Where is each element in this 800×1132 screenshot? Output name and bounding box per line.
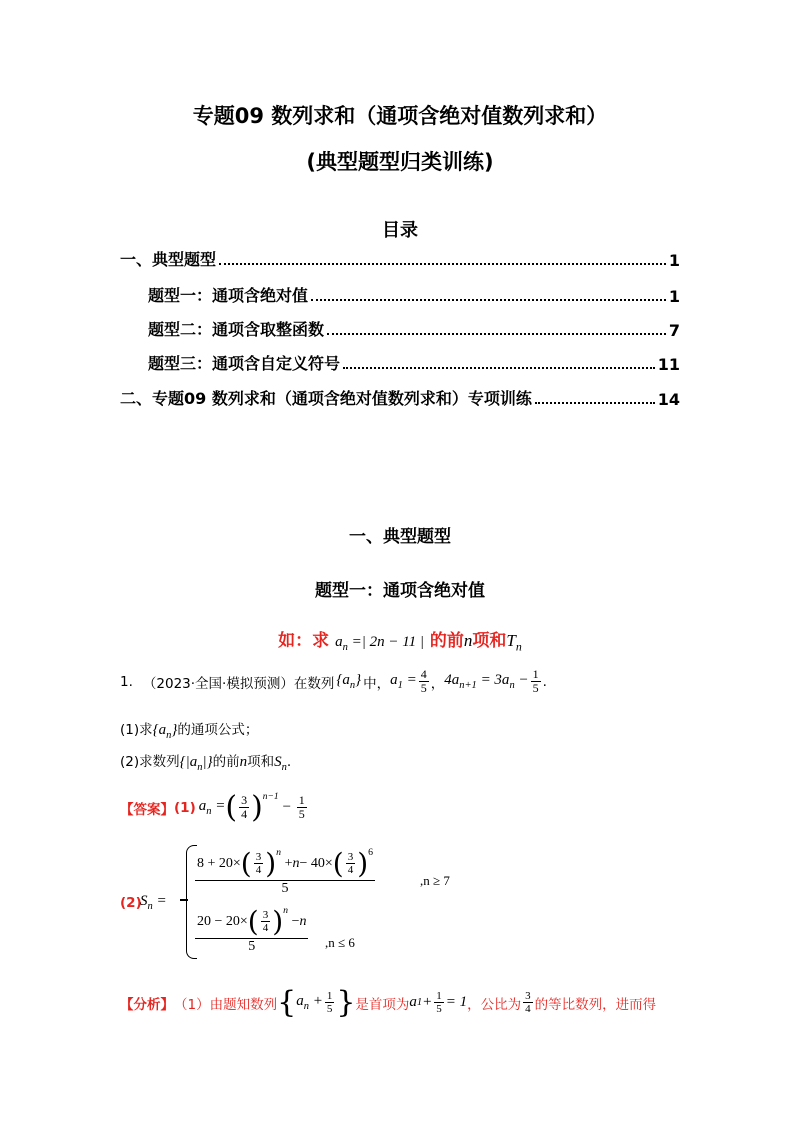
question-2: (2)求数列$\{|a_n|\}$的前n项和$S_n$. [120, 754, 292, 773]
toc-item-label: 一、典型题型 [120, 250, 217, 269]
analysis-line: 【分析】 （1）由题知数列 { $a_n$ + $\frac{1}{5}$ } 是首项为 a 1 + $\frac{1}{5}$ = 1 ，公比为 $\frac{3}{4}$ 的等比数列，进而得 [120, 985, 657, 1020]
example-formula: $a_n$ =| 2n − 11 | [335, 634, 424, 653]
answer-part1: 【答案】 (1) $a_n$ = ( $\frac{3}{4}$ ) $^{n-1}$ − $\frac{1}{5}$ [120, 790, 305, 825]
question-1: (1)求$\{a_n\}$的通项公式； [120, 722, 259, 741]
doc-title-line2: (典型题型归类训练) [306, 150, 494, 174]
q2-mid: 的前 [212, 754, 240, 770]
toc-item-label: 题型三：通项含自定义符号 [148, 354, 341, 373]
q2-mid2: 项和 [247, 754, 275, 770]
analysis-tag: 【分析】 [120, 996, 174, 1013]
example-prefix: 如：求 [278, 631, 330, 651]
toc-heading: 目录 [382, 220, 418, 241]
toc-item-3[interactable] [148, 318, 680, 340]
analysis-text4: 的等比数列，进而得 [534, 996, 657, 1013]
answer-cond2: ,n ≤ 6 [325, 935, 355, 950]
section-heading: 一、典型题型 [349, 527, 451, 547]
answer-part2-label: (2) [120, 895, 142, 911]
toc-item-page: 1 [668, 251, 680, 270]
problem-number: 1. [120, 673, 133, 690]
toc-item-4[interactable] [148, 352, 680, 374]
toc-item-1[interactable] [120, 248, 680, 270]
toc-item-page: 7 [668, 321, 680, 340]
answer-part2: (2) $S_n$ = 8 + 20× ( $\frac{3}{4}$ ) $^n$ + n − 40× ( $\frac{3}{4}$ ) $^6$ 5 ,n ≥ 7 20 − 20× ( $\frac{3}{4}$ ) $^n$ − n 5 ,n ≤ 6 [120, 845, 520, 960]
toc-item-label: 题型一：通项含绝对值 [148, 286, 309, 305]
toc-item-page: 1 [668, 287, 680, 306]
answer-tag: 【答案】 [120, 801, 174, 818]
problem-mid: 中， [363, 675, 391, 692]
toc-item-2[interactable] [148, 284, 680, 306]
toc-item-label: 二、专题09 数列求和（通项含绝对值数列求和）专项训练 [120, 389, 532, 408]
q1-prefix: (1)求 [120, 722, 153, 738]
answer-part1-label: (1) [174, 799, 196, 816]
analysis-text1: （1）由题知数列 [174, 996, 278, 1013]
problem-statement: 1. （2023·全国·模拟预测）在数列 $\{a_n\}$ 中， $a_1$ = $\frac{4}{5}$ ， $4a_{n+1} = 3a_n$ − $\frac{1}{5}$ . [120, 667, 547, 696]
toc-item-page: 11 [657, 355, 680, 374]
answer-cond1: ,n ≥ 7 [420, 873, 450, 888]
toc-item-page: 14 [657, 390, 680, 409]
toc-item-label: 题型二：通项含取整函数 [148, 320, 325, 339]
q1-suffix: 的通项公式； [177, 722, 259, 738]
q2-end: . [286, 754, 292, 770]
example-suffix: 项和 [472, 631, 507, 651]
analysis-text3: ，公比为 [467, 996, 522, 1013]
example-line: 如：求 $a_n$ =| 2n − 11 | 的前n项和$T_n$ [278, 631, 522, 654]
analysis-text2: 是首项为 [355, 996, 410, 1013]
section-subheading: 题型一：通项含绝对值 [315, 581, 485, 601]
q2-prefix: (2)求数列 [120, 754, 180, 770]
problem-source: （2023·全国·模拟预测）在数列 [142, 675, 335, 692]
toc-item-5[interactable] [120, 387, 680, 409]
example-mid: 的前 [429, 631, 464, 651]
doc-title-line1: 专题09 数列求和（通项含绝对值数列求和） [192, 104, 608, 128]
